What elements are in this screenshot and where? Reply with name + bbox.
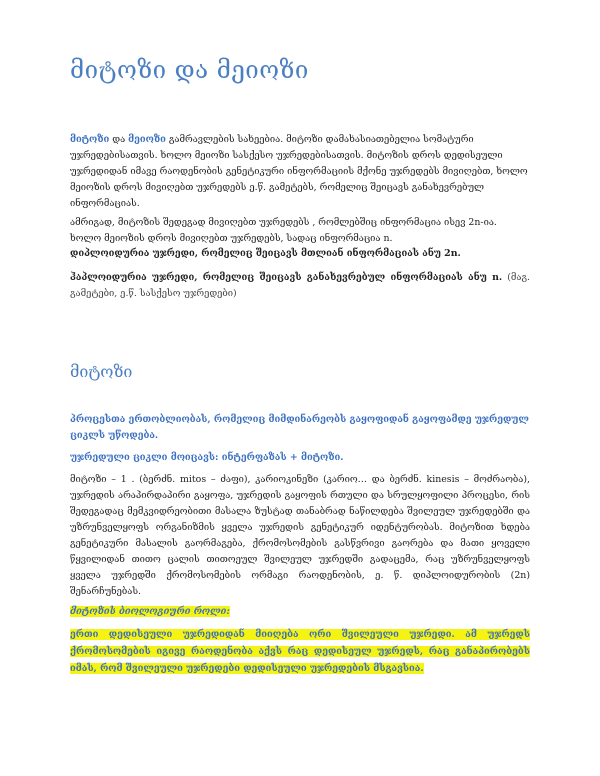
bio-role-heading: მიტოზის ბიოლოგიური როლი: [70,606,230,617]
cell-cycle-parts: უჯრედული ციკლი მოიცავს: ინტერფაზას + მიტოზი. [70,452,344,463]
conclusion-paragraph: ამრიგად, მიტოზის შედეგად მივიღებთ უჯრედებს , რომლებშიც ინფორმაცია ისევ 2n-ია. ხოლო მეიოზის დროს მივიღებთ უჯრედებს, სადაც ინფორმაცია n. [70,217,497,244]
intro-section [70,132,530,250]
bio-role-paragraph [70,626,530,677]
term-mitosis: მიტოზი [70,134,110,145]
page-title: მიტოზი და მეიოზი [70,56,309,84]
haploid-definition [70,270,530,302]
definitions-section [70,246,530,305]
term-meiosis: მეიოზი [128,134,166,145]
bio-role-heading-line [70,604,530,620]
haploid-note: (მაგ. გამეტები, ე.წ. სასქესო უჯრედები) [70,272,530,299]
diploid-definition: დიპლოიდურია უჯრედი, რომელიც შეიცავს მთლიან ინფორმაციას ანუ 2n. [70,248,461,259]
intro-and: და [109,134,129,145]
mitosis-description: მიტოზი – 1 . (ბერძნ. mitos – ძაფი), კარიოკინეზი (კარიო… და ბერძნ. kinesis – მოძრაობა), უჯრედის არაპირდაპირი გაყოფა, უჯრედის გაყოფის რთული და სრულყოფილი პროცესი, რის შედეგადაც მემკვიდრეობითი მასალა ზუსტად თანაბრად ნაწილდება შვილეულ უჯრედებში და უზრუნველყოფს ორგანიზმის ყველა უჯრედის გენეტიკურ იდენტურობას. მიტოზით ხდება გენეტიკური მასალის გაორმაგება, ქრომოსომების გასწვრივი გაორება და მათი ყოველი წყვილიდან თითო ცალის თითოეულ შვილეულ უჯრედში გადაცემა, რაც უზრუნველყოფს ყველა უჯრედში ქრომოსომების ორმაგი რაოდენობის, ე. წ. დიპლოიდურობის (2n) შენარჩუნებას. [70,474,530,597]
intro-rest: გამრავლების სახეებია. მიტოზი დამახასიათებელია სომატური უჯრედებისათვის. ხოლო მეიოზი სასქესო უჯრედებისათვის. მიტოზის დროს დედისეული უჯრედიდან იმავე რაოდენობის გენეტიკური ინფორმაციის მქონე უჯრედებს მივიღებთ, ხოლო მეიოზის დროს მივიღებთ უჯრედებს ე.წ. გამეტებს, რომელიც შეიცავს განახევრებულ ინფორმაციას. [70,134,528,209]
cell-cycle-definition: პროცესთა ერთობლიობას, რომელიც მიმდინარეობს გაყოფიდან გაყოფამდე უჯრედულ ციკლს უწოდება. [70,414,529,441]
intro-paragraph [70,132,530,212]
section-heading-mitosis: მიტოზი [70,362,133,381]
mitosis-section [70,412,530,680]
haploid-bold: ჰაპლოიდურია უჯრედი, რომელიც შეიცავს განახევრებულ ინფორმაციას ანუ n. [70,272,503,283]
bio-role-text: ერთი დედისეული უჯრედიდან მიიღება ორი შვილეული უჯრედი. ამ უჯრედს ქრომოსომების იგივე რაოდენობა აქვს რაც დედისეულ უჯრედს, რაც განაპირობებს იმას, რომ შვილეული უჯრედები დედისეული უჯრედების მსგავსია. [70,629,530,674]
